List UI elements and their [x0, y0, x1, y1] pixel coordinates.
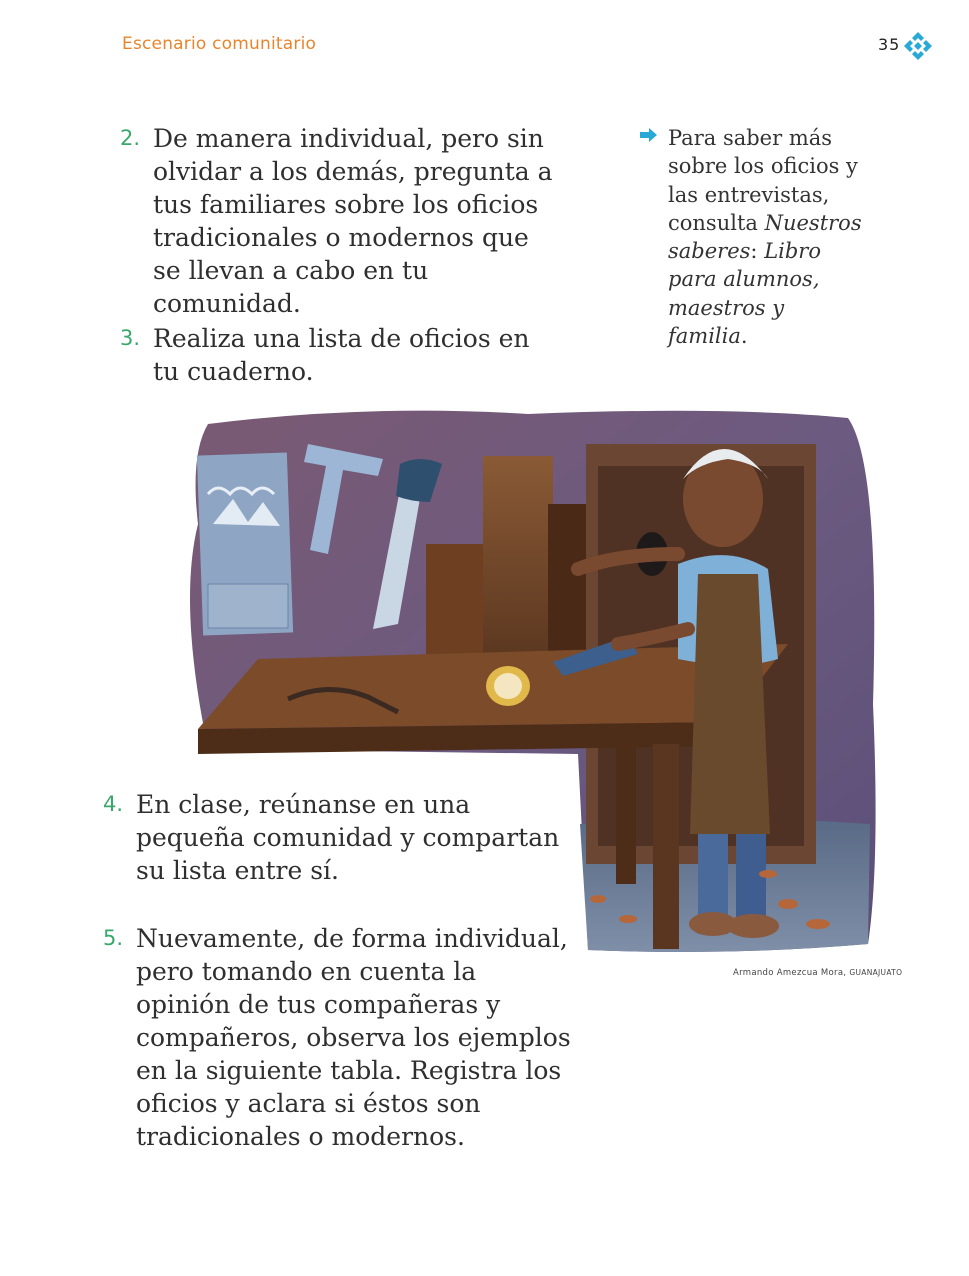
book-title-2: Libro para alumnos, maestros y familia [668, 239, 821, 349]
item-text: Realiza una lista de oficios en tu cuaderno. [153, 324, 530, 386]
item-text: Nuevamente, de forma individual, pero tomando en cuenta la opinión de tus compañeras y compañeros, observa los ejemplos en la siguiente tabla. Registra los oficios y aclara si éstos son tradicionales o modernos. [136, 924, 571, 1151]
snowflake-cross-icon [904, 32, 932, 60]
page-number: 35 [878, 35, 901, 54]
note-prefix: Para saber más sobre los oficios y las entrevistas, consulta [668, 126, 858, 235]
instruction-item-3 [120, 322, 560, 388]
item-number: 5. [103, 926, 124, 950]
note-text [668, 124, 870, 350]
item-text: En clase, reúnanse en una pequeña comunidad y compartan su lista entre sí. [136, 790, 560, 885]
item-number: 2. [120, 126, 141, 150]
credit-place: GUANAJUATO [849, 968, 903, 977]
wall-poster [197, 452, 293, 635]
note-suffix: . [740, 324, 748, 349]
instruction-item-4 [103, 788, 573, 887]
section-title: Escenario comunitario [122, 34, 317, 54]
book-title-1: Nuestros saberes [668, 210, 862, 264]
instruction-item-5 [103, 922, 573, 1153]
instruction-item-2 [120, 122, 560, 320]
item-number: 4. [103, 792, 124, 816]
credit-author: Armando Amezcua Mora, [733, 968, 847, 978]
item-text: De manera individual, pero sin olvidar a los demás, pregunta a tus familiares sobre los oficios tradicionales o modernos que se llevan a cabo en tu comunidad. [153, 124, 553, 318]
item-number: 3. [120, 326, 141, 350]
illustration-credit [733, 968, 902, 978]
note-separator: : [750, 239, 765, 264]
arrow-right-icon [640, 126, 658, 144]
further-reading-note [640, 124, 870, 350]
